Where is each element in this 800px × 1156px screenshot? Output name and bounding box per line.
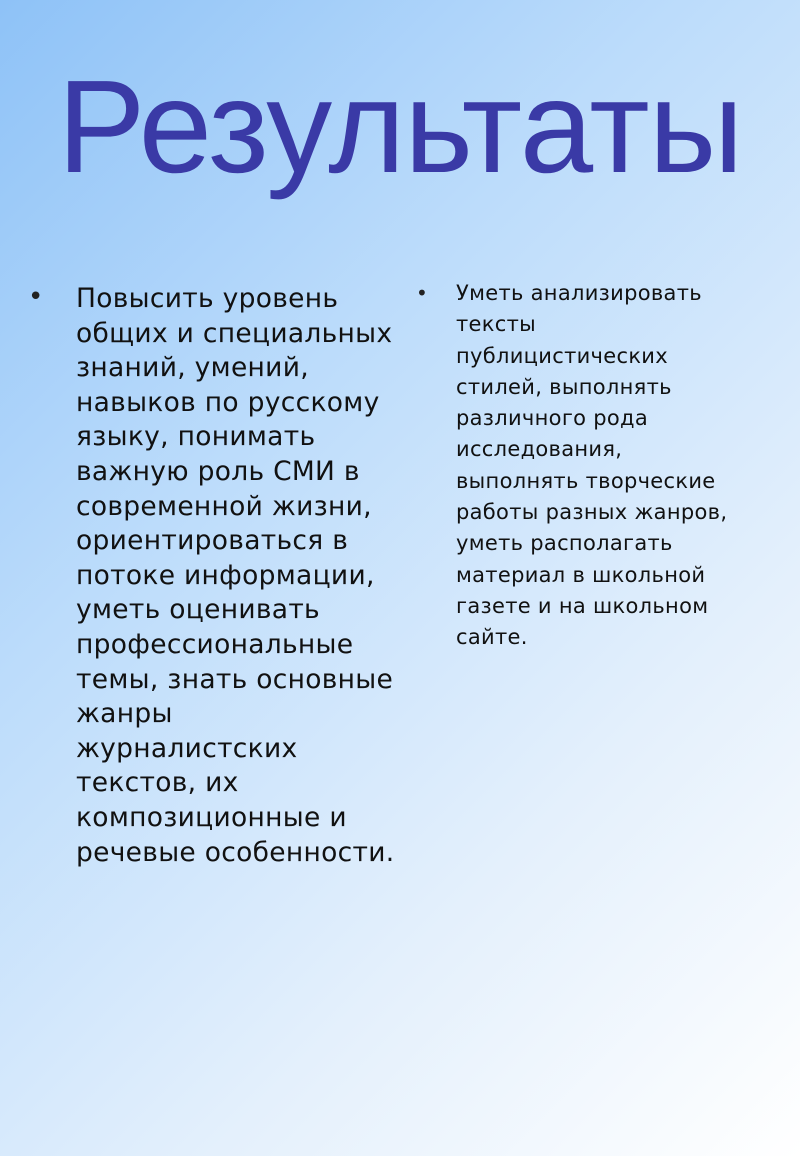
left-bullet-list (28, 282, 398, 870)
bullet-icon: • (416, 281, 428, 305)
right-bullet-list (416, 278, 746, 654)
right-bullet-text: Уметь анализировать тексты публицистических стилей, выполнять различного рода исследования, выполнять творческие работы разных жанров, уметь располагать материал в школьной газете и на школьном сайте. (456, 281, 728, 650)
bullet-icon: • (28, 282, 44, 312)
slide-title: Результаты (57, 53, 743, 200)
left-bullet-text: Повысить уровень общих и специальных знаний, умений, навыков по русскому языку, понимать важную роль СМИ в современной жизни, ориентироваться в потоке информации, уметь оценивать профессиональные темы, знать основные жанры журналистских текстов, их композиционные и речевые особенности. (76, 283, 395, 868)
list-item (28, 282, 398, 870)
list-item (416, 278, 746, 654)
